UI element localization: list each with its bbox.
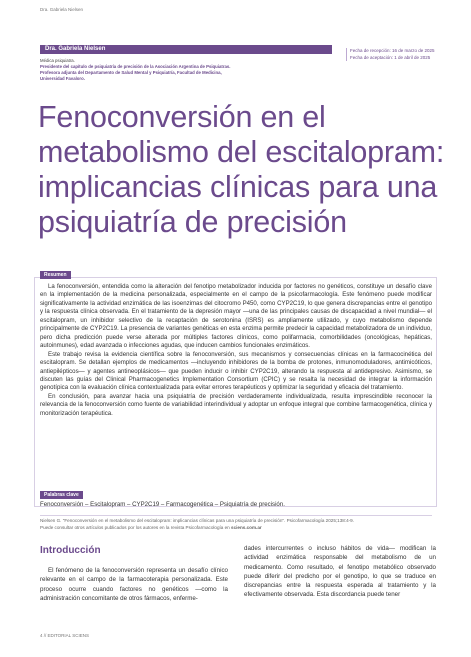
affiliation-line: Profesora adjunta del Departamento de Salud Mental y Psiquiatría, Facultad de Medicina, xyxy=(40,70,222,75)
author-name: Dra. Gabriela Nielsen xyxy=(45,46,106,52)
intro-paragraph-continued: dades intercurrentes o incluso hábitos de vida— modifican la actividad enzimática responsable del metabolismo de un medicamento. Como resultado, el fenotipo metabólico observado puede diferir del predicho por el genotipo, lo que se traduce en discrepancias entre la respuesta esperada al tratamiento y la efectivamente observada. Esta discordancia puede tener xyxy=(244,545,436,599)
citation-more xyxy=(40,525,432,532)
citation-more-text: Puede consultar otros artículos publicados por los autores en la revista Psicofarmacología en xyxy=(40,524,230,530)
citation-link[interactable]: sciens.com.ar xyxy=(231,524,262,530)
affiliation-line: Presidente del capítulo de psiquiatría de precisión de la Asociación Argentina de Psiquiatras. xyxy=(40,64,231,69)
article-dates xyxy=(346,48,460,61)
abstract-paragraph: La fenoconversión, entendida como la alteración del fenotipo metabolizador inducida por factores no genéticos, constituye un desafío clave en la implementación de la medicina personalizada, especialmente en el campo de la psicofarmacología. Este fenómeno puede modificar significativamente la actividad enzimática de las isoenzimas del citocromo P450, como CYP2C19, lo que genera discrepancias entre el genotipo y la respuesta clínica observada. En el tratamiento de la depresión mayor —una de las principales causas de discapacidad a nivel mundial— el escitalopram, un inhibidor selectivo de la recaptación de serotonina (ISRS) es ampliamente utilizado, y cuyo metabolismo depende principalmente de CYP2C19. La presencia de variantes genéticas en esta enzima permite predecir la capacidad metabolizadora de un individuo, pero dicha predicción puede verse alterada por múltiples factores clínicos, como polifarmacia, comorbilidades (oncológicas, hepáticas, autoinmunes), edad avanzada o infecciones agudas, que inducen cambios funcionales enzimáticos. xyxy=(40,283,432,350)
abstract-text xyxy=(40,283,432,418)
body-column-left xyxy=(40,566,228,603)
author-affiliations xyxy=(40,58,340,82)
affiliation-line: Médica psiquiatra. xyxy=(40,58,75,63)
body-column-right xyxy=(244,544,436,600)
abstract-paragraph: En conclusión, para avanzar hacia una psiquiatría de precisión verdaderamente individualizada, resulta imprescindible reconocer la relevancia de la fenoconversión como fuente de variabilidad interindividual y adoptar un enfoque integral que combine farmacogenética, clínica y monitorización terapéutica. xyxy=(40,392,432,417)
abstract-paragraph: Este trabajo revisa la evidencia científica sobre la fenoconversión, sus mecanismos y consecuencias clínicas en la farmacocinética del escitalopram. Se detallan ejemplos de medicamentos —incluyendo inhibidores de la bomba de protones, inmunomoduladores, antimicóticos, antiepilépticos— y agentes antineoplásicos— que pueden inducir o inhibir CYP2C19, alterando la respuesta al antidepresivo. Asimismo, se discuten las guías del Clinical Pharmacogenetics Implementation Consortium (CPIC) y se resalta la necesidad de integrar la información genotípica con la evaluación clínica contextualizada para evitar errores terapéuticos y optimizar la seguridad y eficacia del tratamiento. xyxy=(40,350,432,392)
affiliation-line: Universidad Favaloro. xyxy=(40,76,85,81)
received-date: Fecha de recepción: 16 de marzo de 2025 xyxy=(350,48,435,53)
running-head: Dra. Gabriela Nielsen xyxy=(40,7,84,12)
accepted-date: Fecha de aceptación: 1 de abril de 2025 xyxy=(350,54,431,60)
article-title: Fenoconversión en el metabolismo del escitalopram: implicancias clínicas para una psiquiatría de precisión xyxy=(38,100,445,239)
page-footer: 4 // EDITORIAL SCIENS xyxy=(40,633,90,638)
citation-text: Nielsen G. "Fenoconversión en el metabolismo del escitalopram: implicancias clínicas para una psiquiatría de precisión". Psicofarmacología 2025;138:4-9. xyxy=(40,518,355,523)
intro-heading: Introducción xyxy=(40,545,101,556)
resumen-label: Resumen xyxy=(40,271,71,279)
intro-paragraph: El fenómeno de la fenoconversión representa un desafío clínico relevante en el campo de la farmacoterapia personalizada. Este proceso ocurre cuando factores no genéticos —como la administración concomitante de otros fármacos, enferme- xyxy=(40,567,228,602)
citation-block xyxy=(40,515,432,531)
keywords: Fenoconversión – Escitalopram – CYP2C19 – Farmacogenética – Psiquiatría de precisión. xyxy=(40,501,285,508)
keywords-label: Palabras clave xyxy=(40,491,83,499)
